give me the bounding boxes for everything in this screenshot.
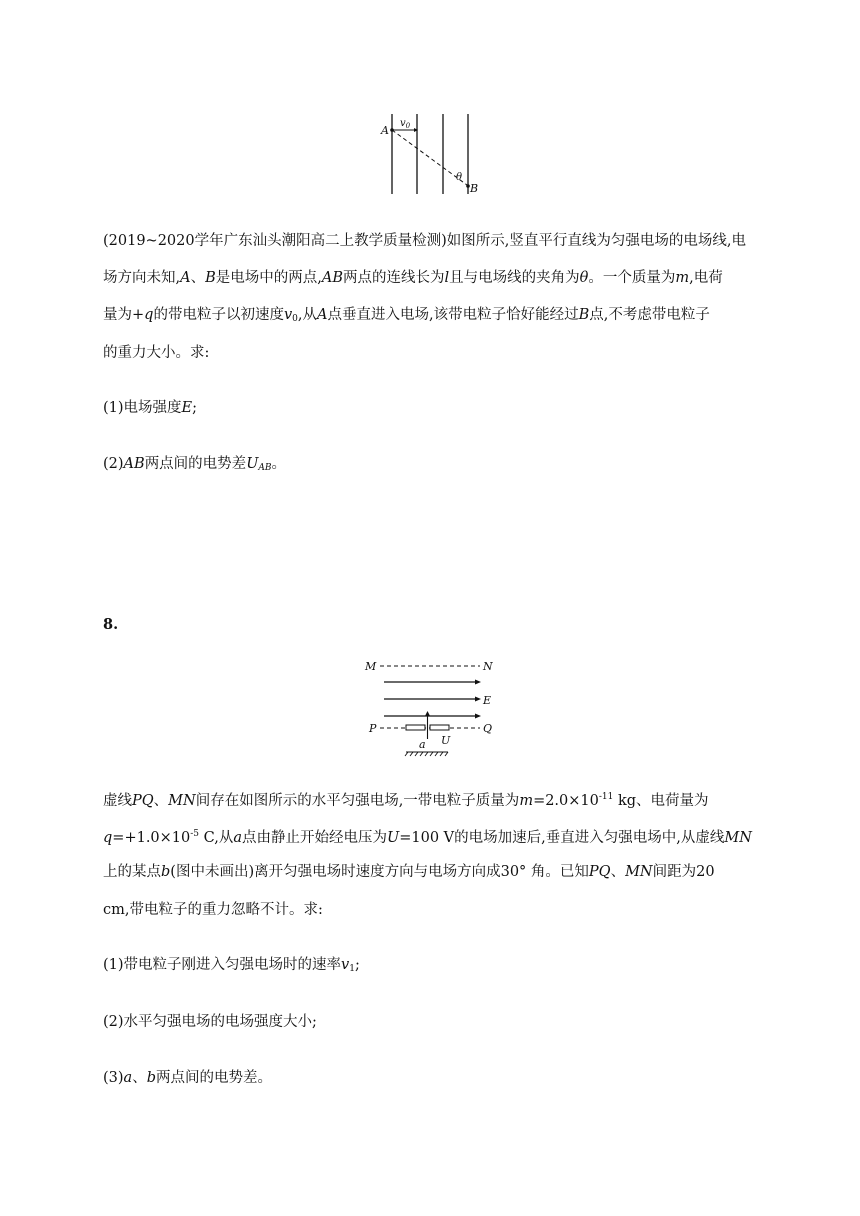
text: C,从	[199, 830, 234, 846]
text: cm,带电粒子的重力忽略不计。求:	[103, 902, 323, 918]
text: 两点间的电势差	[144, 456, 247, 472]
text: B	[205, 270, 216, 286]
text: 、	[153, 793, 169, 809]
text: 点,不考虑带电粒子	[589, 307, 710, 323]
text: A	[317, 307, 328, 323]
q8-figure	[362, 655, 502, 760]
text: -5	[190, 829, 200, 839]
text: b	[146, 1070, 156, 1086]
text: =+1.0×10	[112, 830, 191, 846]
text: ;	[354, 957, 360, 973]
q7-part-1	[103, 398, 773, 418]
text: 两点的连线长为	[343, 270, 445, 286]
text: PQ	[588, 864, 611, 880]
text: 量为+	[103, 307, 145, 323]
text: (1)电场强度	[103, 400, 182, 416]
q8-part-1	[103, 955, 773, 979]
q7-stem-line-1	[103, 231, 773, 251]
text: PQ	[132, 793, 154, 809]
text: 、	[132, 1070, 147, 1086]
text: U	[387, 830, 400, 846]
q8-stem-line-4	[103, 900, 773, 920]
text: =100 V的电场加速后,垂直进入匀强电场中,从虚线	[399, 830, 725, 846]
q7-stem-line-2	[103, 268, 773, 288]
q8-part-2	[103, 1012, 773, 1032]
text: 两点间的电势差。	[156, 1070, 272, 1086]
label-m: M	[365, 660, 377, 673]
text: v	[283, 307, 293, 323]
text: (3)	[103, 1070, 124, 1086]
q8-part-3	[103, 1068, 773, 1088]
text: 。	[271, 456, 287, 472]
text: ,从	[297, 307, 317, 323]
text: E	[181, 400, 193, 416]
text: (2)	[103, 456, 124, 472]
label-e: E	[483, 694, 492, 707]
field-arrow-2-head	[475, 697, 481, 702]
text: (2019~2020学年广东汕头潮阳高二上教学质量检测)如图所示,竖直平行直线为匀强电场的电场线,电	[103, 233, 746, 249]
label-a: A	[381, 124, 389, 137]
question-number-8: 8.	[103, 616, 119, 633]
label-u: U	[441, 734, 451, 747]
label-a: a	[419, 738, 426, 751]
text: 、	[190, 270, 206, 286]
text: 场方向未知,	[103, 270, 181, 286]
text: 点垂直进入电场,该带电粒子恰好能经过	[327, 307, 579, 323]
text: ,电荷	[689, 270, 723, 286]
text: U	[246, 456, 259, 472]
text: -11	[598, 792, 614, 802]
text: 上的某点	[103, 864, 161, 880]
point-a	[390, 128, 394, 132]
text: b	[161, 864, 171, 880]
text: 的重力大小。求:	[103, 345, 210, 361]
q7-stem-line-4	[103, 343, 773, 363]
text: B	[578, 307, 590, 323]
text: AB	[321, 270, 343, 286]
text: (1)带电粒子刚进入匀强电场时的速率	[103, 957, 342, 973]
plate-right	[430, 725, 449, 730]
label-v0: $v_0$	[400, 118, 411, 130]
text: m	[675, 270, 690, 286]
text: 间距为20	[652, 864, 715, 880]
field-arrow-3-head	[475, 714, 481, 719]
text: 间存在如图所示的水平匀强电场,一带电粒子质量为	[195, 793, 520, 809]
text: 、	[610, 864, 626, 880]
label-b: B	[470, 182, 479, 195]
label-n: N	[483, 660, 493, 673]
text: 且与电场线的夹角为	[449, 270, 580, 286]
label-q: Q	[483, 722, 493, 735]
field-arrow-1-head	[475, 680, 481, 685]
q7-part-2	[103, 454, 773, 478]
text: AB	[258, 463, 272, 473]
text: ;	[192, 400, 198, 416]
text: 。一个质量为	[588, 270, 676, 286]
particle-arrow-head	[425, 711, 430, 716]
text: 1	[349, 964, 355, 974]
label-theta: θ	[456, 172, 463, 183]
text: MN	[625, 864, 653, 880]
text: m	[519, 793, 534, 809]
text: AB	[123, 456, 145, 472]
text: l	[444, 270, 450, 286]
text: 0	[292, 314, 298, 324]
q7-stem-line-3	[103, 305, 773, 329]
text: MN	[168, 793, 196, 809]
ground-hatch	[405, 752, 448, 756]
text: A	[180, 270, 191, 286]
text: MN	[724, 830, 752, 846]
text: (2)水平匀强电场的电场强度大小;	[103, 1014, 317, 1030]
text: q	[103, 830, 113, 846]
q8-stem-line-1	[103, 787, 773, 811]
text: v	[341, 957, 350, 973]
text: 是电场中的两点,	[215, 270, 322, 286]
text: kg、电荷量为	[613, 793, 709, 809]
q7-figure	[370, 108, 500, 198]
text: (图中未画出)离开匀强电场时速度方向与电场方向成30° 角。已知	[170, 864, 589, 880]
label-p: P	[369, 722, 377, 735]
text: a	[123, 1070, 133, 1086]
text: =2.0×10	[533, 793, 599, 809]
text: 的带电粒子以初速度	[153, 307, 284, 323]
text: 点由静止开始经电压为	[242, 830, 387, 846]
text: q	[144, 307, 154, 323]
plate-left	[406, 725, 425, 730]
text: a	[233, 830, 242, 846]
q8-stem-line-3	[103, 862, 773, 882]
text: θ	[579, 270, 589, 286]
q8-stem-line-2	[103, 824, 773, 848]
text: 虚线	[103, 793, 132, 809]
